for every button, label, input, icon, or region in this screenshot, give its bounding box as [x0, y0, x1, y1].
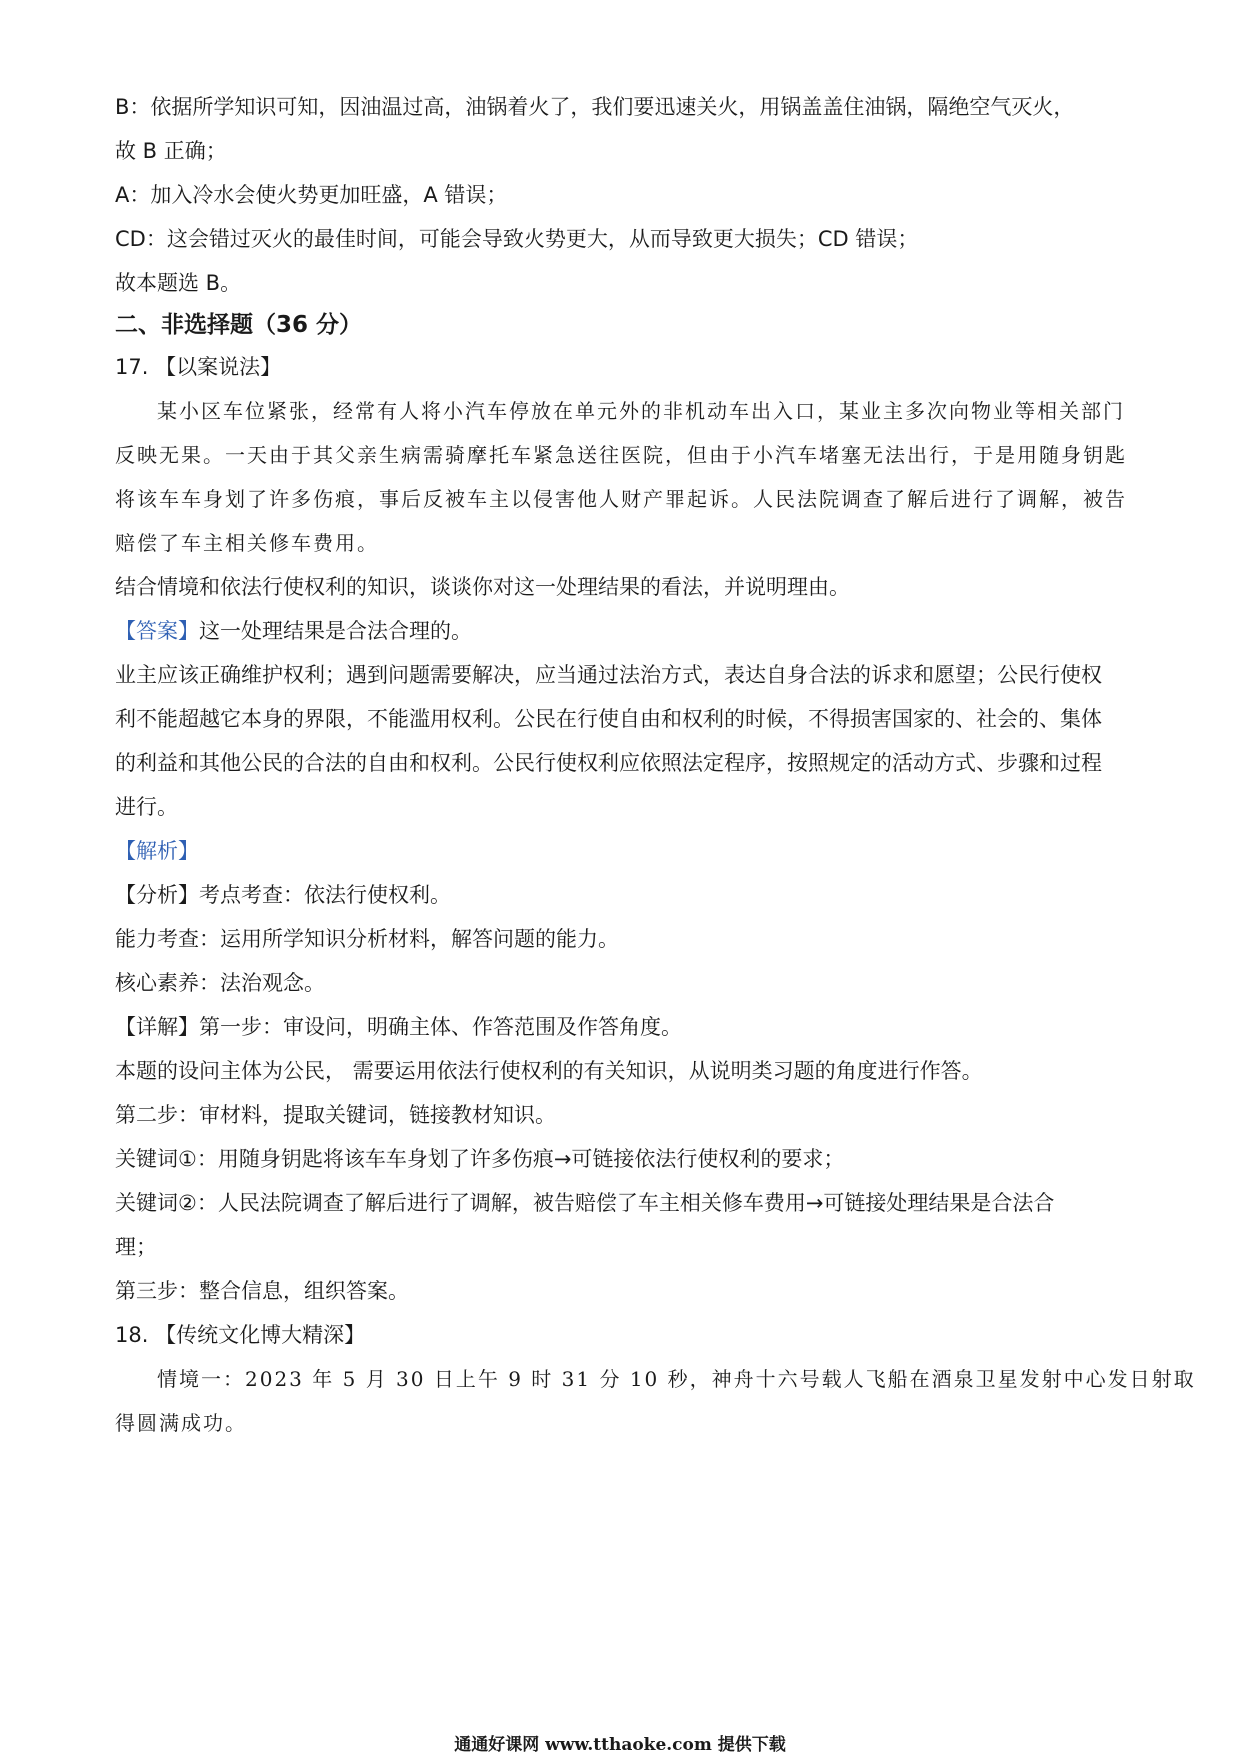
section-heading: 二、非选择题（36 分）	[115, 312, 363, 338]
analysis-line: 第二步：审材料，提取关键词，链接教材知识。	[115, 1103, 556, 1127]
context-line: 情境一：2023 年 5 月 30 日上午 9 时 31 分 10 秒，神舟十六号载人飞船在酒泉卫星发射中心发日射取	[157, 1367, 1196, 1391]
analysis-line: 【详解】第一步：审设问，明确主体、作答范围及作答角度。	[115, 1015, 682, 1039]
page-footer: 通通好课网 www.tthaoke.com 提供下载	[454, 1735, 786, 1755]
text-line: A：加入冷水会使火势更加旺盛，A 错误；	[115, 183, 508, 207]
answer-tag: 【答案】	[115, 619, 199, 643]
analysis-line: 理；	[115, 1235, 157, 1259]
question-17-title: 17. 【以案说法】	[115, 355, 282, 379]
answer-line	[115, 616, 1135, 646]
analysis-line: 第三步：整合信息，组织答案。	[115, 1279, 409, 1303]
answer-body-line: 利不能超越它本身的界限，不能滥用权利。公民在行使自由和权利的时候，不得损害国家的、社会的、集体	[115, 707, 1102, 731]
question-18-title: 18. 【传统文化博大精深】	[115, 1323, 366, 1347]
analysis-line: 关键词①：用随身钥匙将该车车身划了许多伤痕→可链接依法行使权利的要求；	[115, 1147, 845, 1171]
answer-body-line: 业主应该正确维护权利；遇到问题需要解决，应当通过法治方式，表达自身合法的诉求和愿望；公民行使权	[115, 663, 1102, 687]
answer-body-line: 进行。	[115, 795, 178, 819]
text-line: CD：这会错过灭火的最佳时间，可能会导致火势更大，从而导致更大损失；CD 错误；	[115, 227, 919, 251]
analysis-line: 核心素养：法治观念。	[115, 971, 325, 995]
analysis-line: 关键词②：人民法院调查了解后进行了调解，被告赔偿了车主相关修车费用→可链接处理结果是合法合	[115, 1191, 1055, 1215]
question-prompt: 结合情境和依法行使权利的知识，谈谈你对这一处理结果的看法，并说明理由。	[115, 575, 850, 599]
text-line: 故 B 正确；	[115, 139, 227, 163]
case-line: 反映无果。一天由于其父亲生病需骑摩托车紧急送往医院，但由于小汽车堵塞无法出行，于是用随身钥匙	[115, 443, 1127, 467]
text-line: 故本题选 B。	[115, 271, 242, 295]
answer-body-line: 的利益和其他公民的合法的自由和权利。公民行使权利应依照法定程序，按照规定的活动方式、步骤和过程	[115, 751, 1102, 775]
case-line: 将该车车身划了许多伤痕，事后反被车主以侵害他人财产罪起诉。人民法院调查了解后进行了调解，被告	[115, 487, 1127, 511]
context-line: 得圆满成功。	[115, 1411, 247, 1435]
text-line: B：依据所学知识可知，因油温过高，油锅着火了，我们要迅速关火，用锅盖盖住油锅，隔绝空气灭火，	[115, 95, 1075, 119]
analysis-line: 【分析】考点考查：依法行使权利。	[115, 883, 451, 907]
analysis-line: 能力考查：运用所学知识分析材料，解答问题的能力。	[115, 927, 619, 951]
case-line: 某小区车位紧张，经常有人将小汽车停放在单元外的非机动车出入口，某业主多次向物业等相关部门	[157, 399, 1125, 423]
answer-first: 这一处理结果是合法合理的。	[199, 619, 472, 643]
analysis-tag: 【解析】	[115, 839, 199, 863]
analysis-line: 本题的设问主体为公民， 需要运用依法行使权利的有关知识，从说明类习题的角度进行作答。	[115, 1059, 983, 1083]
case-line: 赔偿了车主相关修车费用。	[115, 531, 379, 555]
